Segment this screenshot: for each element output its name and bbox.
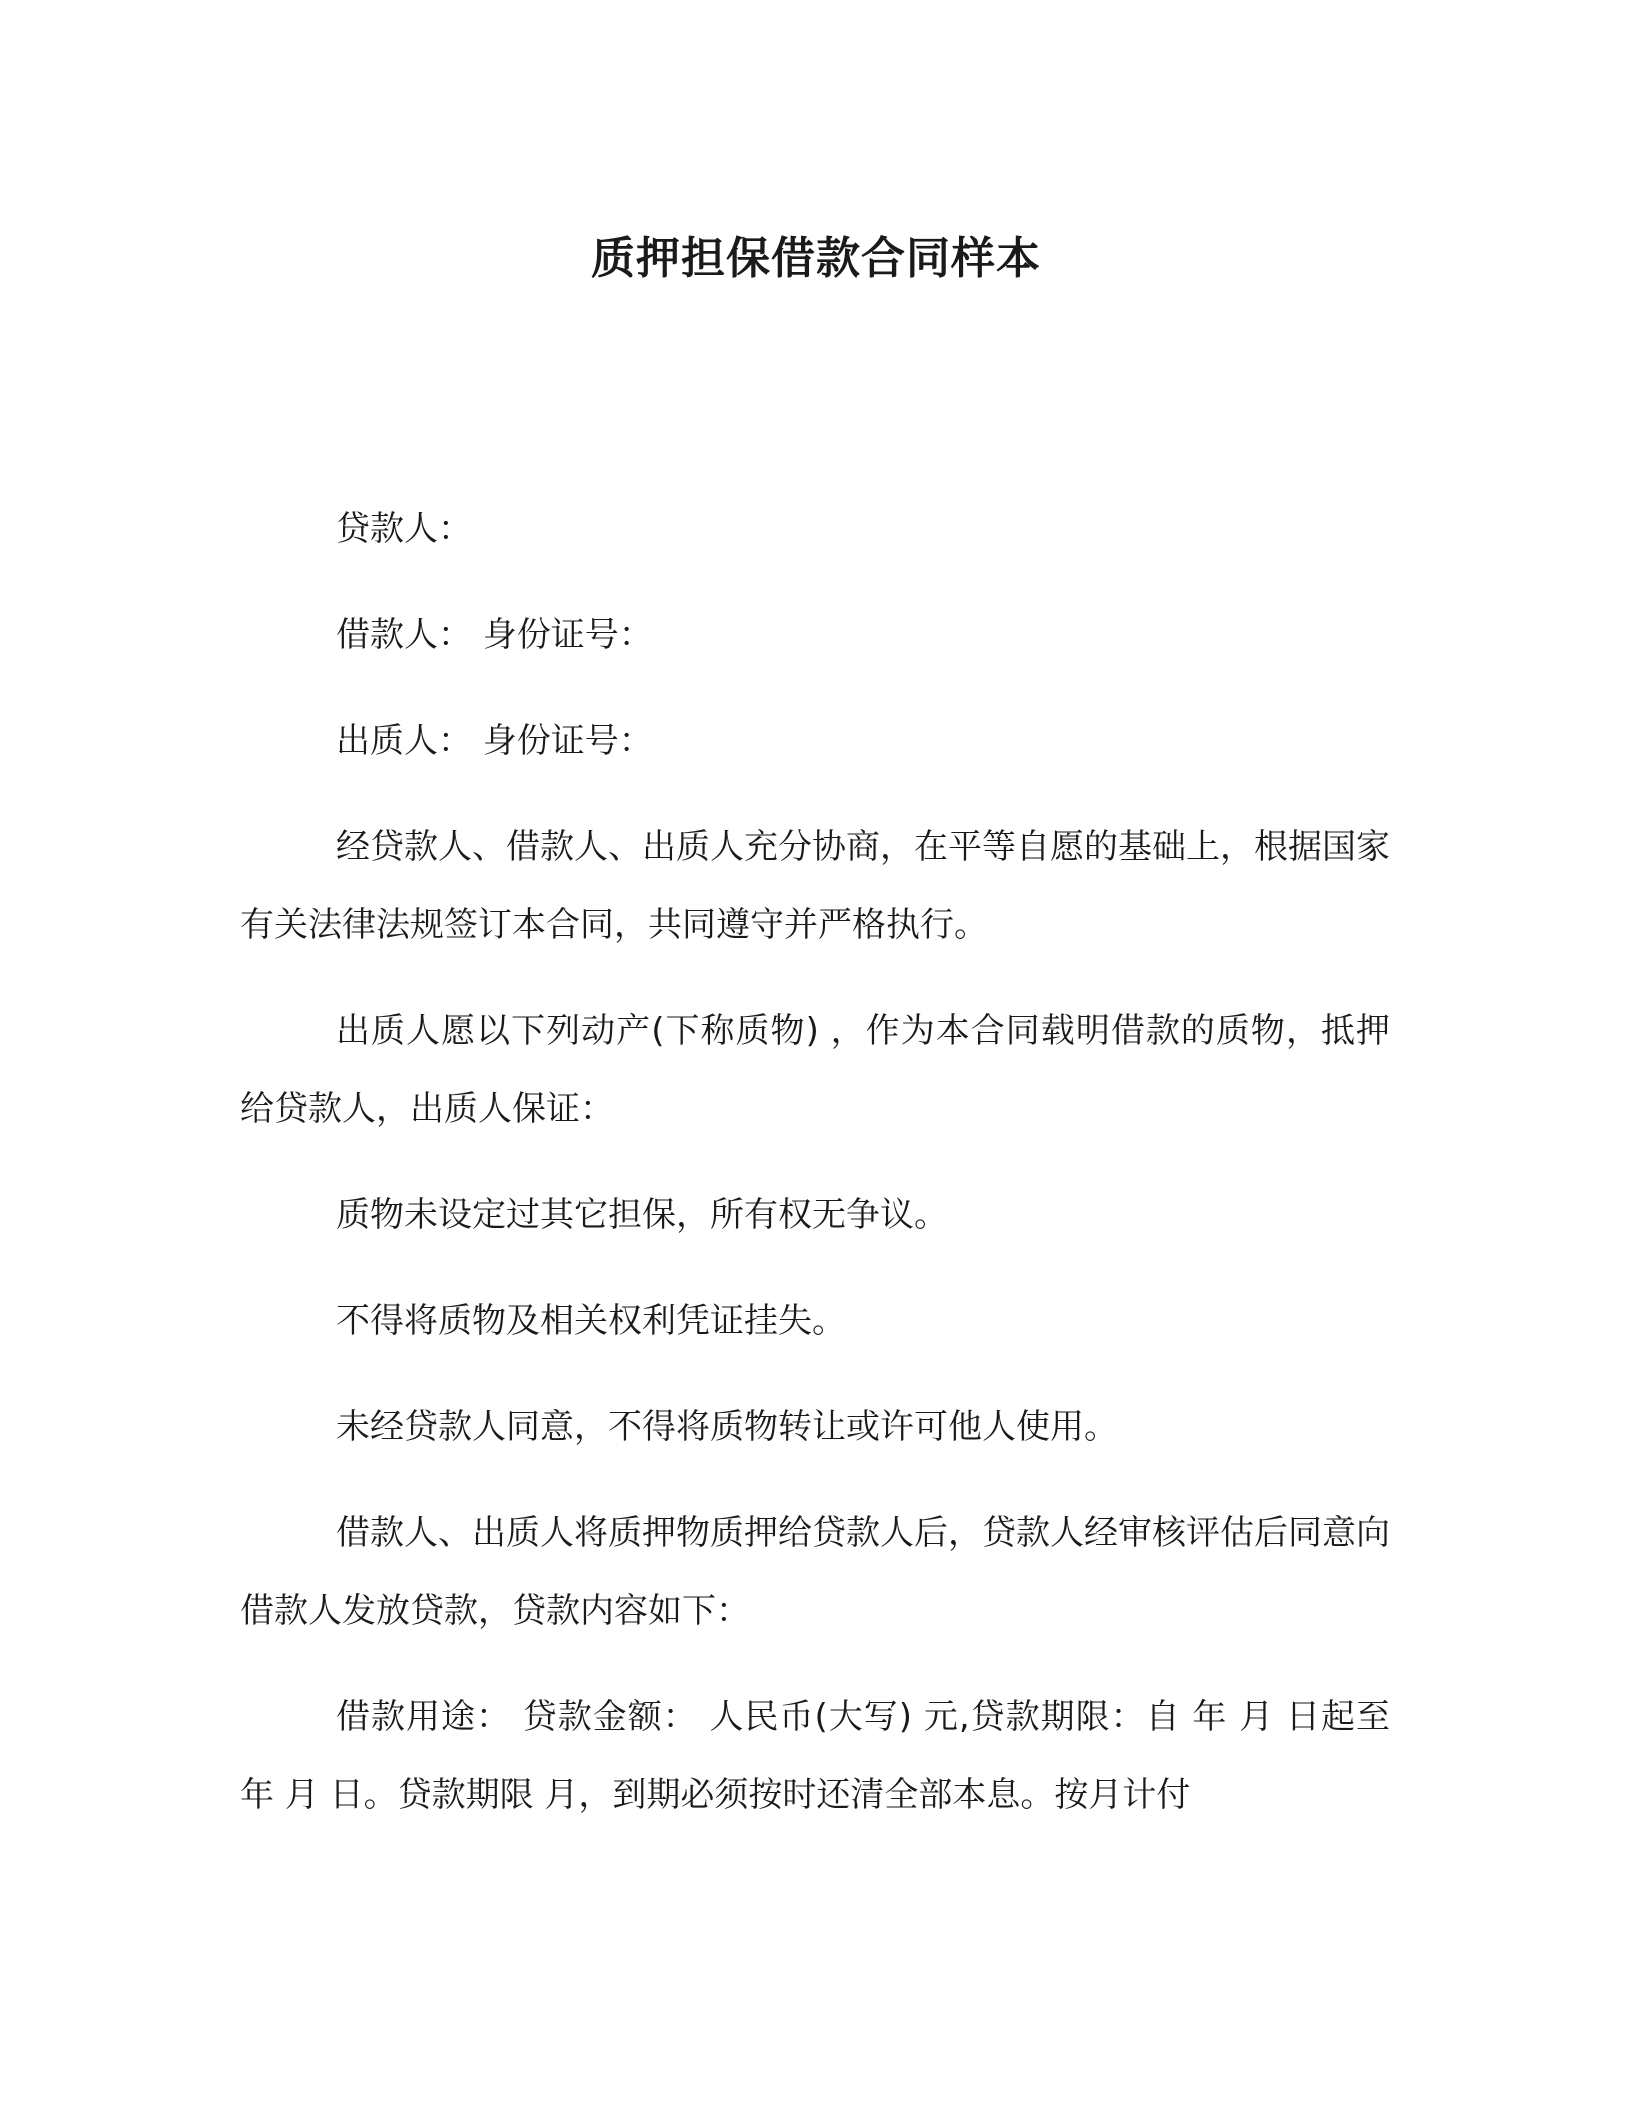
paragraph-guarantee-1: 质物未设定过其它担保，所有权无争议。 [336, 1195, 948, 1235]
paragraph-guarantee-3: 未经贷款人同意，不得将质物转让或许可他人使用。 [336, 1407, 1118, 1447]
paragraph-pledge-statement: 出质人愿以下列动产(下称质物) ，作为本合同载明借款的质物，抵押给贷款人，出质人保证： [240, 1011, 1390, 1129]
paragraph-borrower: 借款人： 身份证号： [336, 615, 653, 655]
paragraph-pledgor: 出质人： 身份证号： [336, 721, 653, 761]
paragraph-guarantee-2: 不得将质物及相关权利凭证挂失。 [336, 1301, 846, 1341]
document-title: 质押担保借款合同样本 [591, 233, 1041, 284]
paragraph-loan-intro: 借款人、出质人将质押物质押给贷款人后，贷款人经审核评估后同意向借款人发放贷款，贷款内容如下： [240, 1513, 1390, 1631]
document-body [240, 490, 1390, 1862]
paragraph-lender: 贷款人： [336, 509, 472, 549]
paragraph-loan-terms: 借款用途： 贷款金额： 人民币(大写) 元,贷款期限：自 年 月 日起至 年 月 日。贷款期限 月，到期必须按时还清全部本息。按月计付 [240, 1697, 1390, 1815]
paragraph-preamble: 经贷款人、借款人、出质人充分协商，在平等自愿的基础上，根据国家有关法律法规签订本合同，共同遵守并严格执行。 [240, 827, 1390, 945]
